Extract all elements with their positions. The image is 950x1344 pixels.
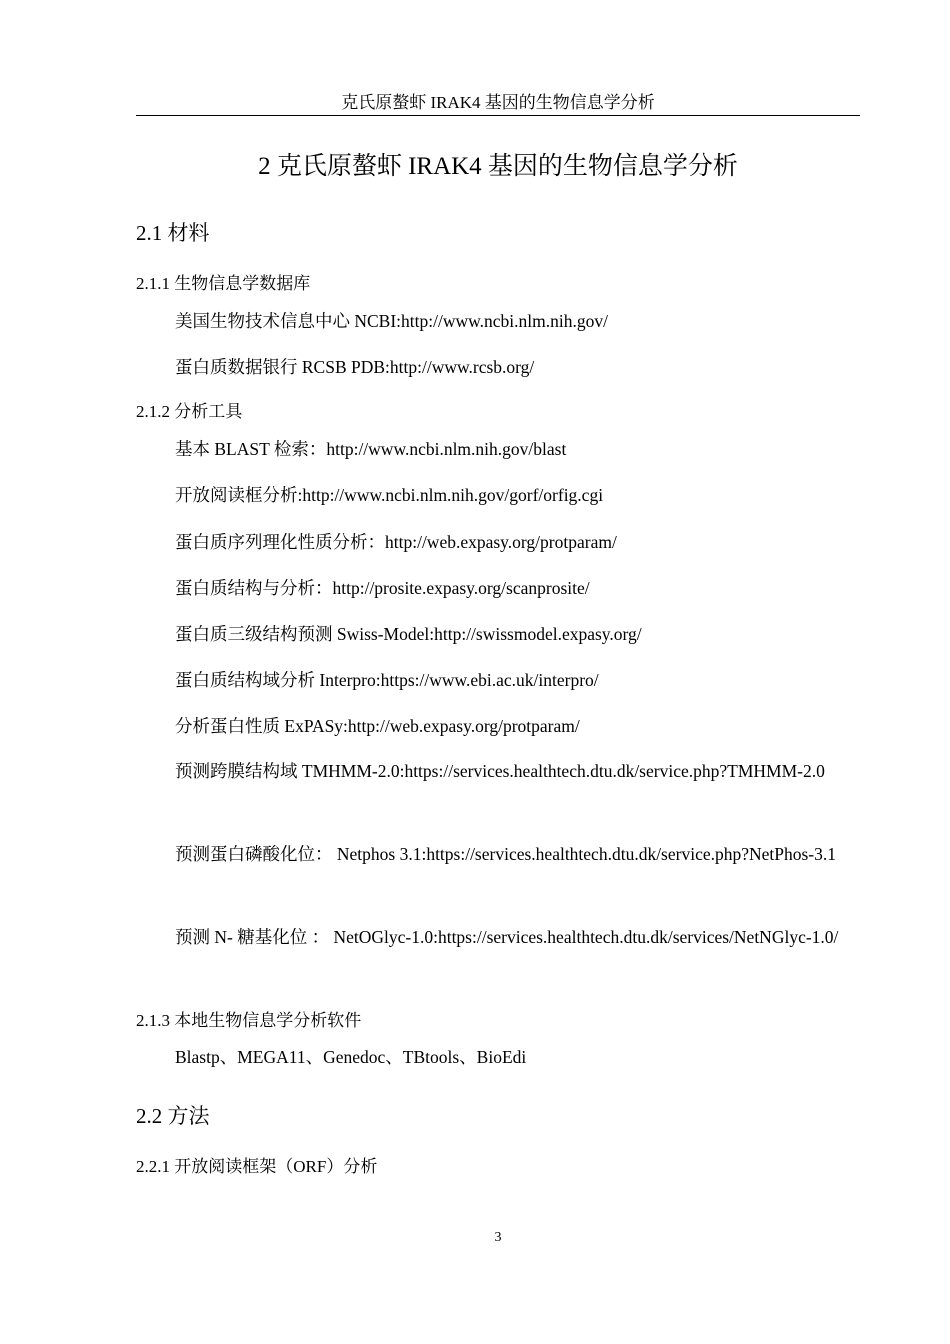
chapter-title: 2 克氏原螯虾 IRAK4 基因的生物信息学分析 [258,153,738,180]
tool-item-blast: 基本 BLAST 检索：http://www.ncbi.nlm.nih.gov/blast [175,439,567,459]
database-item-ncbi: 美国生物技术信息中心 NCBI:http://www.ncbi.nlm.nih.gov/ [175,311,608,331]
subsection-heading-2-1-2: 2.1.2 分析工具 [136,402,243,421]
tool-item-orf: 开放阅读框分析:http://www.ncbi.nlm.nih.gov/gorf/orfig.cgi [175,485,604,505]
tool-item-tmhmm: 预测跨膜结构域 TMHMM-2.0:https://services.healthtech.dtu.dk/service.php?TMHMM-2.0 [175,761,825,781]
subsection-heading-2-1-3: 2.1.3 本地生物信息学分析软件 [136,1011,362,1030]
section-heading-2-1: 2.1 材料 [136,221,210,245]
database-item-rcsb: 蛋白质数据银行 RCSB PDB:http://www.rcsb.org/ [175,357,535,377]
tool-item-protparam: 蛋白质序列理化性质分析：http://web.expasy.org/protparam/ [175,532,617,552]
tool-item-netphos: 预测蛋白磷酸化位： Netphos 3.1:https://services.healthtech.dtu.dk/service.php?NetPhos-3.1 [175,844,837,864]
section-heading-2-2: 2.2 方法 [136,1104,210,1128]
header-rule [136,115,860,116]
tool-item-netnglyc: 预测 N- 糖基化位 ： NetOGlyc-1.0:https://services.healthtech.dtu.dk/services/NetNGlyc-1.0/ [175,927,839,947]
tool-item-swiss-model: 蛋白质三级结构预测 Swiss-Model:http://swissmodel.expasy.org/ [175,624,642,644]
tool-item-expasy: 分析蛋白性质 ExPASy:http://web.expasy.org/protparam/ [175,716,580,736]
running-header: 克氏原螯虾 IRAK4 基因的生物信息学分析 [341,93,655,112]
tool-item-prosite: 蛋白质结构与分析：http://prosite.expasy.org/scanprosite/ [175,578,590,598]
subsection-heading-2-1-1: 2.1.1 生物信息学数据库 [136,274,311,293]
tool-item-interpro: 蛋白质结构域分析 Interpro:https://www.ebi.ac.uk/interpro/ [175,670,599,690]
software-list: Blastp、MEGA11、Genedoc、TBtools、BioEdi [175,1047,527,1067]
page-number: 3 [494,1230,502,1245]
subsection-heading-2-2-1: 2.2.1 开放阅读框架（ORF）分析 [136,1157,378,1176]
